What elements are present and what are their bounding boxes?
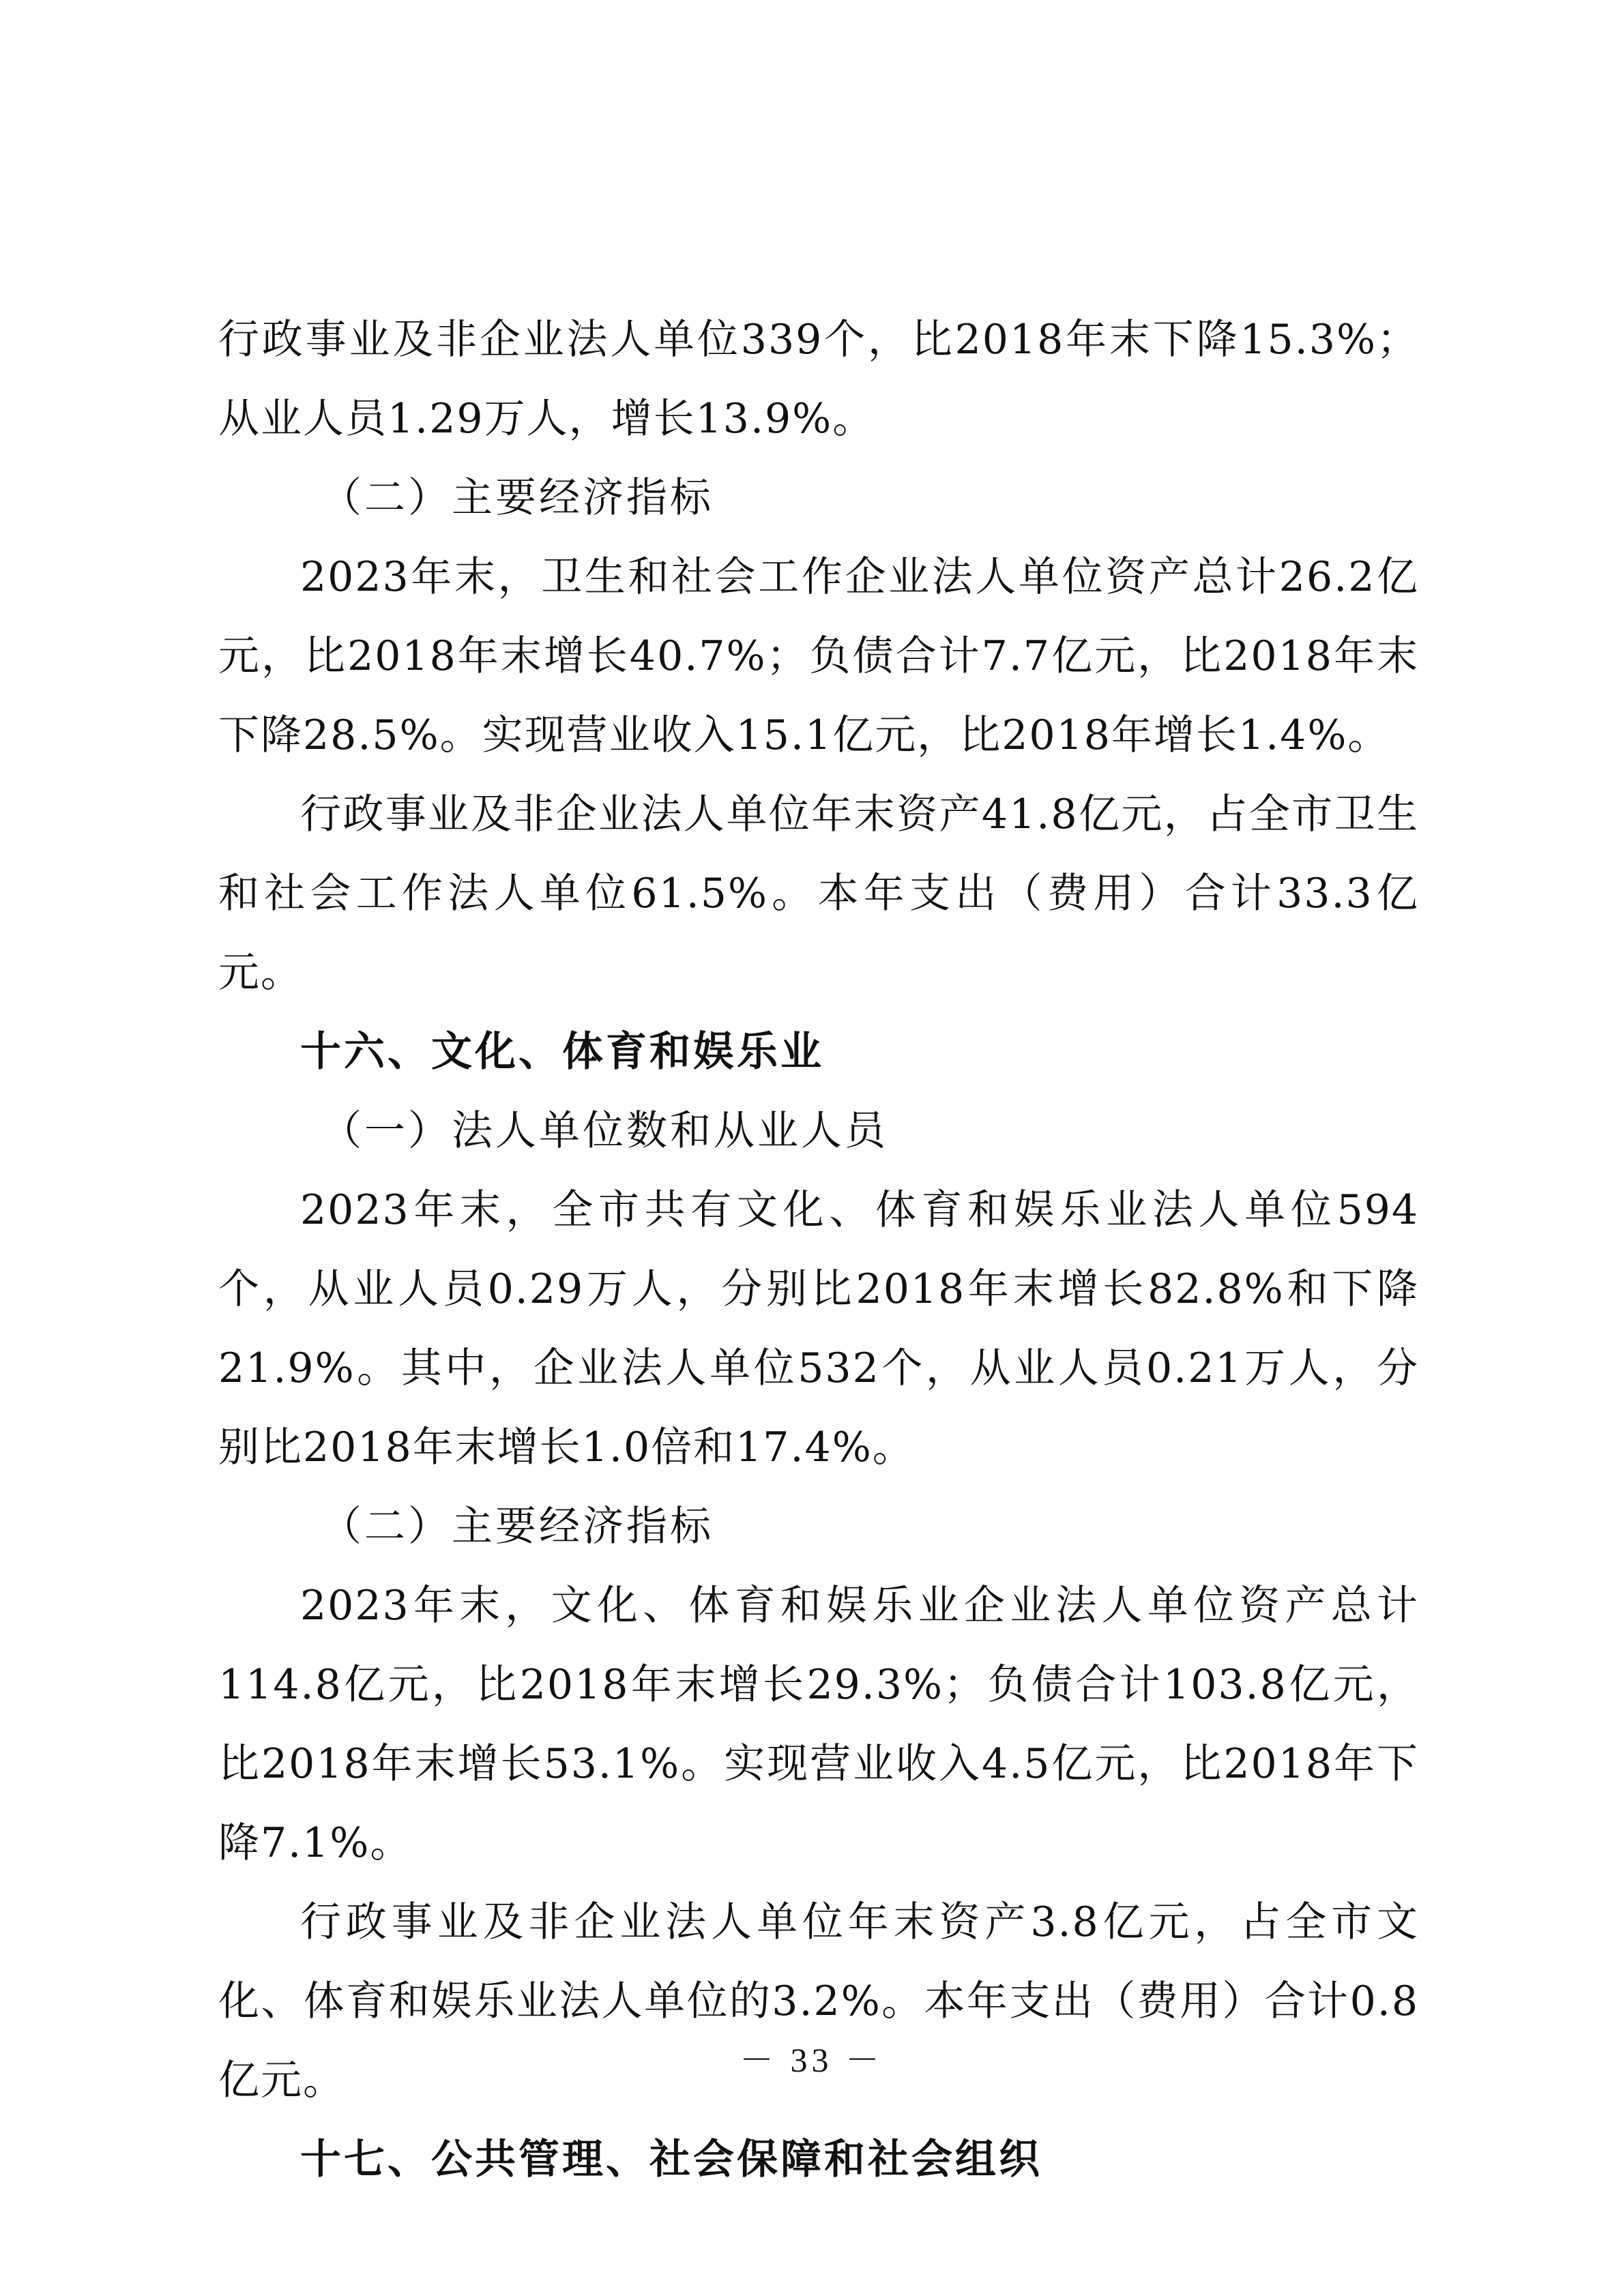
section-heading-public-admin: 十七、公共管理、社会保障和社会组织 [300, 2136, 1042, 2183]
subheading-main-indicators-health: （二）主要经济指标 [321, 474, 714, 522]
paragraph-culture-admin-assets: 行政事业及非企业法人单位年末资产3.8亿元，占全市文化、体育和娱乐业法人单位的3.2%。本年支出（费用）合计0.8亿元。 [218, 1898, 1419, 2104]
subheading-main-indicators-culture: （二）主要经济指标 [321, 1503, 714, 1550]
paragraph-admin-units-health: 行政事业及非企业法人单位339个，比2018年末下降15.3%；从业人员1.29万人，增长13.9%。 [218, 316, 1419, 443]
paragraph-health-enterprise-assets: 2023年末，卫生和社会工作企业法人单位资产总计26.2亿元，比2018年末增长40.7%；负债合计7.7亿元，比2018年末下降28.5%。实现营业收入15.1亿元，比2018年增长1.4%。 [218, 553, 1419, 759]
subheading-units-and-employees: （一）法人单位数和从业人员 [321, 1107, 888, 1155]
paragraph-health-admin-assets: 行政事业及非企业法人单位年末资产41.8亿元，占全市卫生和社会工作法人单位61.5%。本年支出（费用）合计33.3亿元。 [218, 791, 1419, 997]
section-heading-culture-sports: 十六、文化、体育和娱乐业 [300, 1028, 824, 1076]
paragraph-culture-enterprise-assets: 2023年末，文化、体育和娱乐业企业法人单位资产总计114.8亿元，比2018年末增长29.3%；负债合计103.8亿元，比2018年末增长53.1%。实现营业收入4.5亿元，比2018年下降7.1%。 [218, 1582, 1419, 1867]
page-number: － 33 － [740, 2041, 883, 2079]
paragraph-culture-units-employees: 2023年末，全市共有文化、体育和娱乐业法人单位594个，从业人员0.29万人，分别比2018年末增长82.8%和下降21.9%。其中，企业法人单位532个，从业人员0.21万人，分别比2018年末增长1.0倍和17.4%。 [218, 1186, 1419, 1471]
page-body [218, 300, 1419, 2199]
